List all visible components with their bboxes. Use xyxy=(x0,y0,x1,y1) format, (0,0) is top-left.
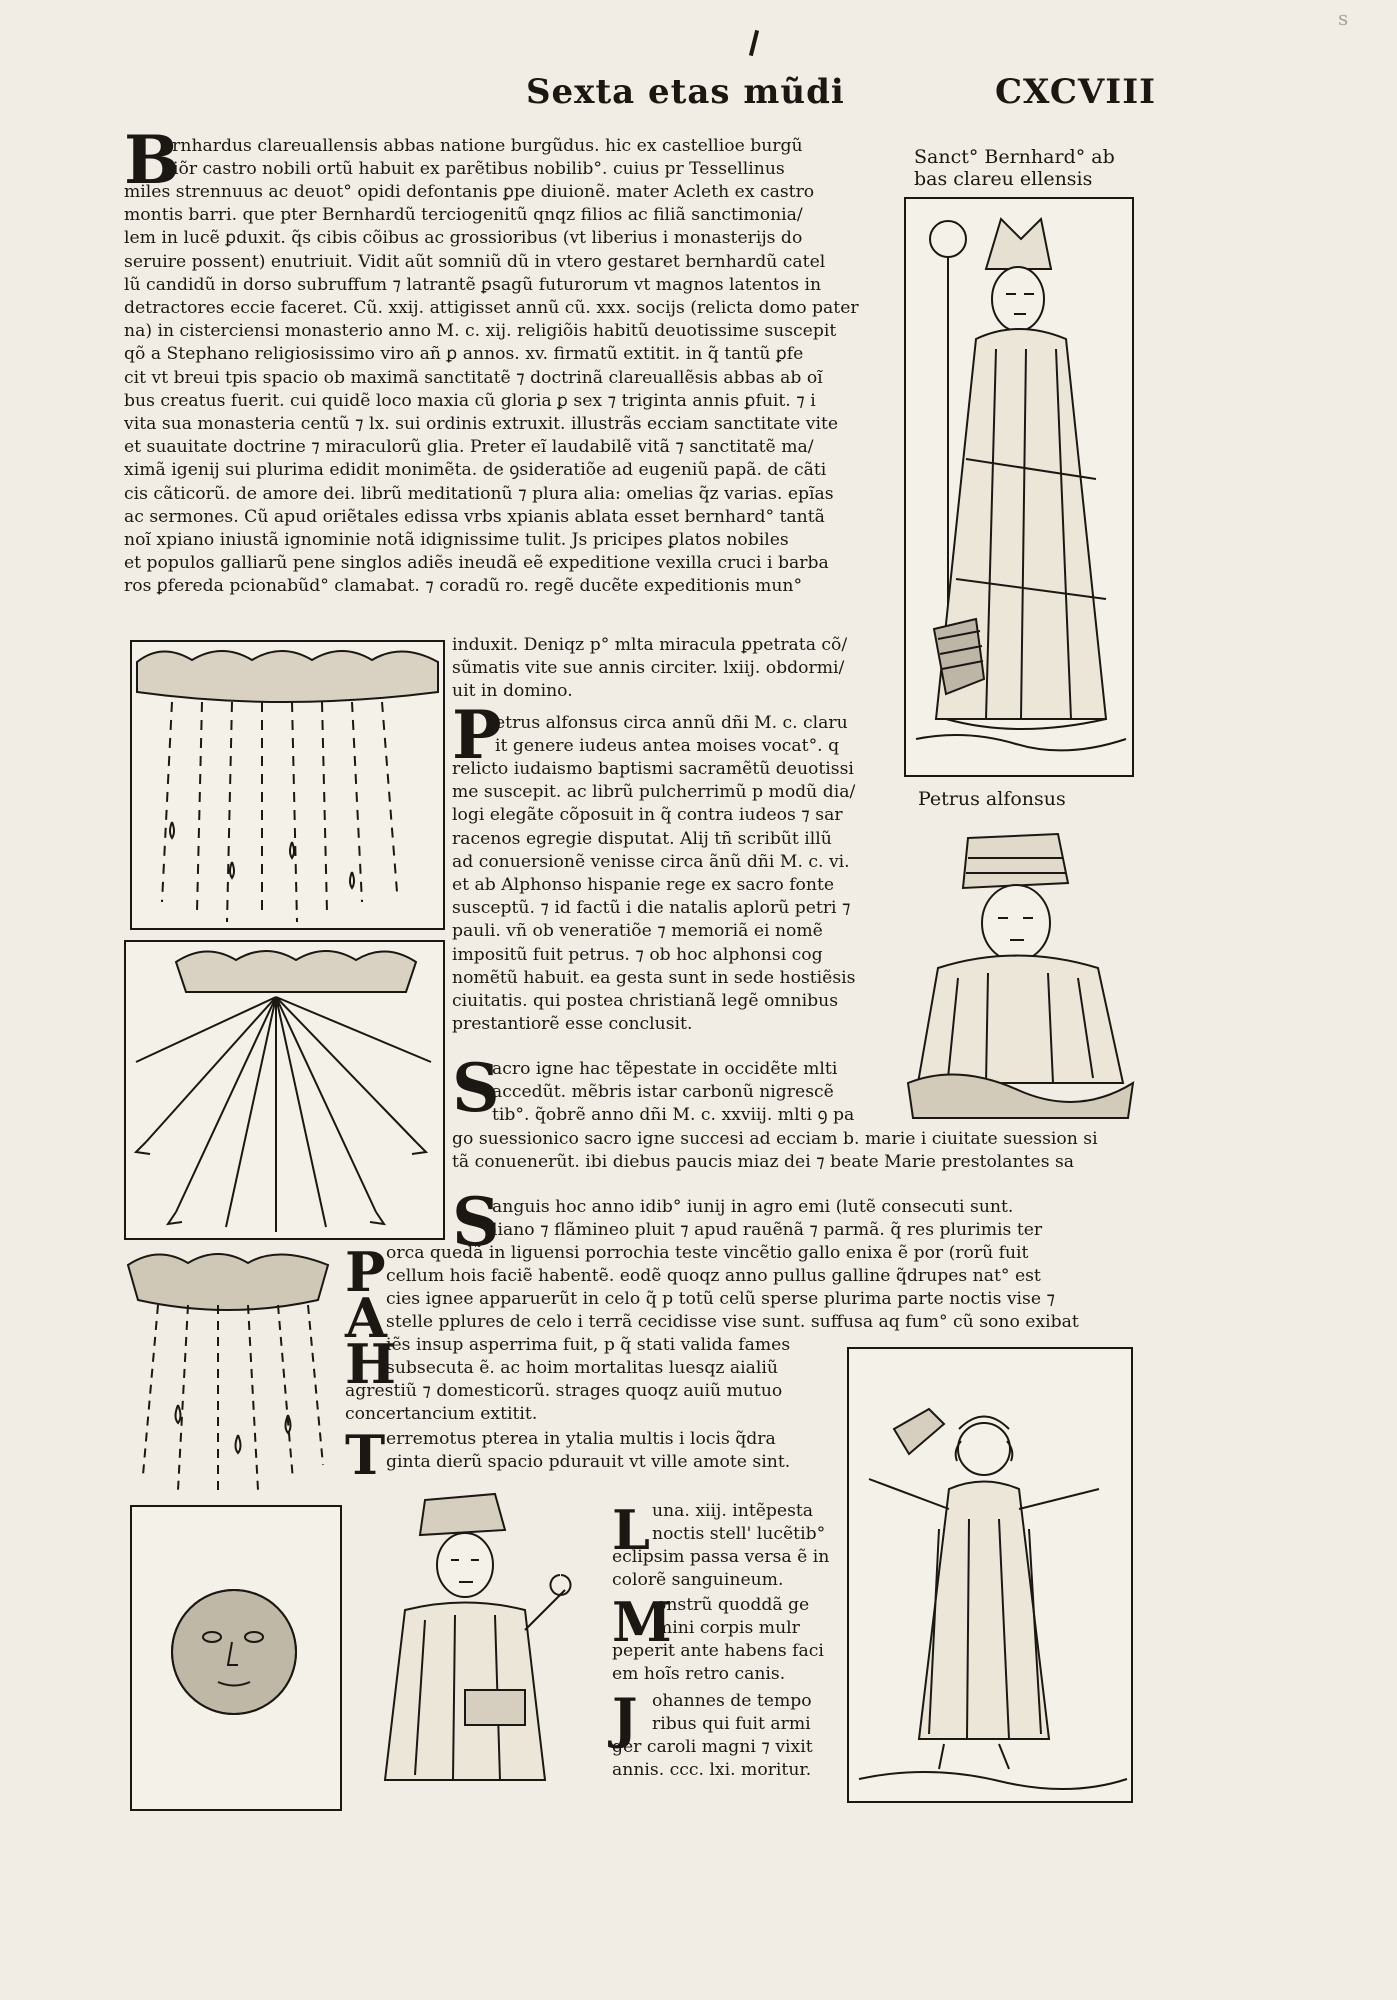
luna-text-full xyxy=(612,1546,829,1592)
monstrum-text-full xyxy=(612,1640,824,1686)
drop-cap-s2: S xyxy=(452,1183,500,1261)
text-line: go suessionico sacro igne succesi ad ecciam b. marie i ciuitate suession si xyxy=(452,1129,1098,1149)
text-line: ribus qui fuit armi xyxy=(652,1714,811,1735)
text-line: racenos egregie disputat. Alij tñ scribũt illũ xyxy=(452,828,832,849)
text-line: erremotus pterea in ytalia multis i locis q̃dra xyxy=(386,1429,776,1449)
text-line: agrestiũ ⁊ domesticorũ. strages quoqz auiũ mutuo xyxy=(345,1381,783,1401)
text-line: susceptũ. ⁊ id factũ i die natalis aplorũ petri ⁊ xyxy=(452,898,851,919)
sanguis-text xyxy=(492,1196,1042,1242)
drop-cap-j: J xyxy=(612,1686,638,1750)
corner-mark: s xyxy=(1338,6,1349,30)
petrus-text-full xyxy=(452,758,855,1036)
text-line: stelle pplures de celo i terrã cecidisse vise sunt. suffusa aq fum° cũ sono exibat xyxy=(386,1312,1079,1333)
text-line: colorẽ sanguineum. xyxy=(612,1570,784,1591)
drop-cap-a: A xyxy=(345,1286,387,1350)
fire-rain-woodcut xyxy=(124,940,445,1240)
blood-rain-woodcut xyxy=(130,640,445,930)
text-line: prestantiorẽ esse conclusit. xyxy=(452,1014,693,1035)
bernhard-text xyxy=(162,135,803,181)
drop-cap-l: L xyxy=(612,1498,650,1562)
text-line: cies ignee apparuerũt in celo q̃ p totũ celũ sperse plurima parte noctis vise ⁊ xyxy=(386,1289,1056,1309)
folio-number: CXCVIII xyxy=(995,72,1156,112)
text-line: et suauitate doctrine ⁊ miraculorũ glia. Preter eĩ laudabilẽ vitã ⁊ sanctitatẽ ma/ xyxy=(124,437,814,458)
text-line: eclipsim passa versa ẽ in xyxy=(612,1547,830,1567)
text-line: lũ candidũ in dorso subruffum ⁊ latrantẽ ꝑsagũ futurorum vt magnos latentos in xyxy=(124,274,822,295)
text-line: impositũ fuit petrus. ⁊ ob hoc alphonsi cog xyxy=(452,944,823,965)
bernhard-caption xyxy=(914,146,1115,190)
text-line: nomẽtũ habuit. ea gesta sunt in sede hostiẽsis xyxy=(452,967,856,988)
text-line: ac sermones. Cũ apud oriẽtales edissa vrbs xpianis ablata esset bernhard° tantã xyxy=(124,506,825,527)
text-line: anguis hoc anno idib° iunij in agro emi (lutẽ consecuti sunt. xyxy=(492,1197,1014,1217)
drop-cap-p2: P xyxy=(345,1240,386,1304)
text-line: cit vt breui tpis spacio ob maximã sanctitatẽ ⁊ doctrinã clareuallẽsis abbas ab oĩ xyxy=(124,367,823,388)
bernhard-text-full xyxy=(124,181,859,599)
caption-line: Sanct° Bernhard° ab xyxy=(914,146,1115,168)
moon-face-woodcut xyxy=(130,1505,342,1811)
text-line: cis cãticorũ. de amore dei. librũ meditationũ ⁊ plura alia: omelias q̃z varias. epĩas xyxy=(124,483,834,504)
text-line: orca quedã in liguensi porrochia teste vincẽtio gallo enixa ẽ por (rorũ fuit xyxy=(386,1243,1029,1263)
cloud-storm-woodcut xyxy=(118,1245,338,1505)
text-line: noctis stell' lucẽtib° xyxy=(652,1524,826,1545)
drop-cap-m: M xyxy=(612,1590,672,1654)
ink-stroke-mark xyxy=(749,30,759,56)
text-line: uit in domino. xyxy=(452,681,573,702)
drop-cap-s: S xyxy=(452,1049,500,1127)
drop-cap-p: P xyxy=(452,696,502,774)
text-line: ginta dierũ spacio pdurauit vt ville amote sint. xyxy=(386,1452,791,1473)
text-line: et ab Alphonso hispanie rege ex sacro fonte xyxy=(452,875,835,896)
text-line: subsecuta ẽ. ac hoim mortalitas luesqz aialiũ xyxy=(386,1358,778,1379)
text-line: cellum hois faciẽ habentẽ. eodẽ quoqz anno pullus galline q̃drupes nat° est xyxy=(386,1266,1041,1287)
text-line: iẽs insup asperrima fuit, p q̃ stati valida fames xyxy=(386,1335,791,1355)
text-line: lem in lucẽ ꝑduxit. q̃s cibis cõibus ac grossioribus (vt liberius i monasterijs do xyxy=(124,228,803,249)
petrus-alfonsus-woodcut xyxy=(898,828,1138,1128)
bernhard-text-end xyxy=(452,634,847,704)
text-line: seruire possent) enutriuit. Vidit aũt somniũ dũ in vtero gestaret bernhardũ catel xyxy=(124,251,826,272)
drop-cap-b: B xyxy=(124,121,180,199)
text-line: vita sua monasteria centũ ⁊ lx. sui ordinis extruxit. illustrãs ecciam sanctitate vite xyxy=(124,414,839,435)
monstrum-text xyxy=(656,1594,809,1640)
text-line: noĩ xpiano iniustã ignominie notã idignissime tulit. Js pricipes ꝑlatos nobiles xyxy=(124,530,789,551)
acies-text xyxy=(386,1288,1079,1334)
text-line: etrus alfonsus circa annũ dñi M. c. claru xyxy=(495,713,848,733)
text-line: mini corpis mulr xyxy=(656,1618,800,1639)
text-line: onstrũ quoddã ge xyxy=(656,1595,810,1615)
text-line: detractores eccie faceret. Cũ. xxij. attigisset annũ cũ. xxx. socijs (relicta domo pater xyxy=(124,298,859,319)
caption-line: bas clareu ellensis xyxy=(914,168,1093,190)
text-line: na) in cisterciensi monasterio anno M. c. xij. religiõis habitũ deuotissime suscepit xyxy=(124,321,837,342)
text-line: em hoĩs retro canis. xyxy=(612,1664,786,1685)
text-line: diõr castro nobili ortũ habuit ex parẽtibus nobilib°. cuius pr Tessellinus xyxy=(162,159,785,180)
porca-text xyxy=(386,1242,1041,1288)
page-title: Sexta etas mũdi xyxy=(526,72,845,112)
petrus-caption: Petrus alfonsus xyxy=(918,788,1066,810)
drop-cap-h: H xyxy=(345,1332,397,1396)
text-line: peperit ante habens faci xyxy=(612,1641,824,1661)
text-line: tib°. q̃obrẽ anno dñi M. c. xxviij. mlti ꝯ pa xyxy=(492,1105,855,1126)
text-line: acro igne hac tẽpestate in occidẽte mlti xyxy=(492,1059,838,1079)
drop-cap-t: T xyxy=(345,1423,386,1487)
text-line: relicto iudaismo baptismi sacramẽtũ deuotissi xyxy=(452,759,854,779)
text-line: et populos galliarũ pene singlos adiẽs ineudã eẽ expeditione vexilla cruci i barba xyxy=(124,553,829,574)
text-line: tã conuenerũt. ibi diebus paucis miaz dei ⁊ beate Marie prestolantes sa xyxy=(452,1152,1075,1173)
sacro-text xyxy=(492,1058,854,1128)
terremotus-text xyxy=(386,1428,790,1474)
text-line: induxit. Deniqz p° mlta miracula ꝑpetrata cõ/ xyxy=(452,635,848,655)
text-line: ger caroli magni ⁊ vixit xyxy=(612,1737,813,1757)
text-line: pauli. vñ ob veneratiõe ⁊ memoriã ei nomẽ xyxy=(452,921,823,942)
johannes-text xyxy=(652,1690,812,1736)
sacro-text-full xyxy=(452,1128,1098,1174)
text-line: annis. ccc. lxi. moritur. xyxy=(612,1760,812,1781)
saint-bernhard-woodcut xyxy=(904,197,1134,777)
text-line: logi elegãte cõposuit in q̃ contra iudeos ⁊ sar xyxy=(452,805,843,826)
text-line: una. xiij. intẽpesta xyxy=(652,1501,814,1521)
text-line: ximã igenij sui plurima edidit monimẽta. de ꝯsideratiõe ad eugeniũ papã. de cãti xyxy=(124,460,827,481)
johannes-text-full xyxy=(612,1736,813,1782)
petrus-text xyxy=(495,712,848,758)
text-line: miles strennuus ac deuot° opidi defontanis ꝑpe diuionẽ. mater Acleth ex castro xyxy=(124,182,815,202)
text-line: ohannes de tempo xyxy=(652,1691,812,1711)
hyems-text-full xyxy=(345,1380,782,1426)
hyems-text xyxy=(386,1334,790,1380)
dog-headed-monster-woodcut xyxy=(847,1347,1133,1803)
text-line: montis barri. que pter Bernhardũ terciogenitũ qnqz filios ac filiã sanctimonia/ xyxy=(124,205,803,226)
text-line: accedũt. mẽbris istar carbonũ nigrescẽ xyxy=(492,1082,834,1103)
text-line: ros ꝑfereda pcionabũd° clamabat. ⁊ coradũ ro. regẽ ducẽte expeditionis mun° xyxy=(124,576,803,597)
text-line: it genere iudeus antea moises vocat°. q xyxy=(495,736,840,757)
text-line: ad conuersionẽ venisse circa ãnũ dñi M. c. vi. xyxy=(452,851,850,872)
text-line: ernhardus clareuallensis abbas natione burgũdus. hic ex castellioe burgũ xyxy=(162,136,803,156)
text-line: sũmatis vite sue annis circiter. lxiij. obdormi/ xyxy=(452,658,845,679)
luna-text xyxy=(652,1500,825,1546)
text-line: bus creatus fuerit. cui quidẽ loco maxia cũ gloria ꝑ sex ⁊ triginta annis ꝑfuit. ⁊ i xyxy=(124,390,816,411)
johannes-de-temporibus-woodcut xyxy=(365,1490,605,1800)
text-line: liano ⁊ flãmineo pluit ⁊ apud rauẽnã ⁊ parmã. q̃ res plurimis ter xyxy=(492,1220,1043,1241)
text-line: ciuitatis. qui postea christianã legẽ omnibus xyxy=(452,991,839,1012)
text-line: concertancium extitit. xyxy=(345,1404,538,1425)
text-line: me suscepit. ac librũ pulcherrimũ p modũ dia/ xyxy=(452,782,856,803)
text-line: qõ a Stephano religiosissimo viro añ ꝑ annos. xv. firmatũ extitit. in q̃ tantũ ꝑfe xyxy=(124,344,804,365)
